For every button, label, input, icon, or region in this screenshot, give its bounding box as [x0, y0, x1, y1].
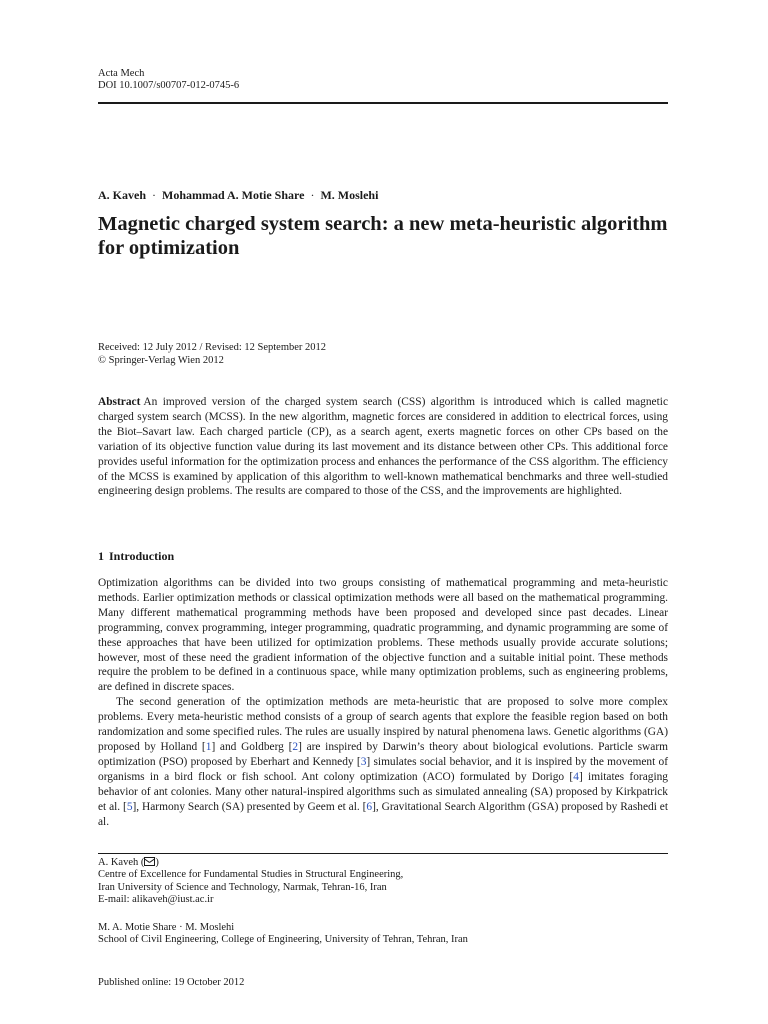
author-separator: ·	[310, 188, 315, 202]
publication-dates	[98, 341, 326, 367]
received-date: Received: 12 July 2012 / Revised: 12 September 2012	[98, 342, 327, 353]
published-online: Published online: 19 October 2012	[98, 977, 245, 988]
citation-link-3[interactable]: 3	[360, 755, 367, 768]
paper-title: Magnetic charged system search: a new meta-heuristic algorithm for optimization	[98, 213, 668, 259]
section-number: 1	[98, 549, 104, 563]
corresponding-author	[98, 857, 403, 869]
text-run: ] are inspired by Darwin’s theory about biological evolutions. Particle swarm optimization (PSO) proposed by Eberhart and Kennedy [	[98, 740, 668, 768]
journal-header	[98, 68, 239, 92]
journal-name: Acta Mech	[98, 68, 145, 79]
author-list	[98, 188, 378, 203]
text-run: ], Harmony Search (SA) presented by Geem et al. [	[132, 800, 367, 813]
citation-link-6[interactable]: 6	[366, 800, 373, 813]
affiliation-line: Iran University of Science and Technology, Narmak, Tehran-16, Iran	[98, 881, 387, 893]
text-run: ] imitates foraging behavior of ant colonies. Many other natural-inspired algorithms such as simulated annealing (SA) proposed by Kirkpatrick et al. [	[98, 770, 669, 813]
footnote-rule	[98, 853, 668, 854]
author-separator: ·	[152, 188, 156, 202]
author-name: A. Kaveh (	[98, 857, 145, 868]
author-2: Mohammad A. Motie Share	[162, 188, 305, 202]
envelope-icon	[144, 857, 155, 866]
copyright-line: © Springer-Verlag Wien 2012	[98, 355, 224, 366]
abstract-text: An improved version of the charged system search (CSS) algorithm is introduced which is called magnetic charged system search (MCSS). In the new algorithm, magnetic forces are considered in addition to electrical forces, using the Biot–Savart law. Each charged particle (CP), as a search agent, exerts magnetic forces on other CPs based on the variation of its objective function value during its last movement and its distance between other CPs. This additional force provides useful information for the optimization process and enhances the performance of the CSS algorithm. The efficiency of the MCSS is examined by application of this algorithm to well-known mathematical benchmarks and three well-studied engineering design problems. The results are compared to those of the CSS, and the improvements are highlighted.	[98, 396, 668, 498]
section-heading	[98, 549, 174, 564]
text-run: ], Gravitational Search Algorithm (GSA) proposed by Rashedi et al.	[98, 800, 668, 828]
text-run: ] and Goldberg [	[211, 740, 293, 753]
affiliation-line: School of Civil Engineering, College of Engineering, University of Tehran, Tehran, Iran	[98, 934, 468, 946]
intro-paragraph-1: Optimization algorithms can be divided into two groups consisting of mathematical programming and meta-heuristic methods. Earlier optimization methods or classical optimization methods were all based on the mathematical programming. Many different mathematical programming methods have been proposed and developed since past decades. Linear programming, convex programming, integer programming, quadratic programming, and dynamic programming are some of these approaches that have been utilized for optimization problems. These methods usually provide accurate solutions; however, most of these need the gradient information of the objective function and a suitable initial point. These methods require the problem to be defined in a continuous space, while many optimization problems, such as engineering problems, are defined in discrete spaces.	[98, 577, 668, 694]
intro-paragraph-2	[98, 695, 668, 829]
affiliation-line: Centre of Excellence for Fundamental Studies in Structural Engineering,	[98, 869, 404, 881]
text-run: ] simulates social behavior, and it is inspired by the movement of organisms in a bird flock or fish school. Ant colony optimization (ACO) formulated by Dorigo [	[98, 755, 668, 783]
affiliation-2	[98, 922, 468, 947]
author-names: M. A. Motie Share · M. Moslehi	[98, 922, 235, 933]
citation-link-5[interactable]: 5	[126, 800, 133, 813]
citation-link-1[interactable]: 1	[205, 740, 212, 753]
abstract	[98, 395, 668, 499]
section-title: Introduction	[109, 549, 175, 563]
affiliation-1	[98, 857, 403, 907]
author-1: A. Kaveh	[98, 188, 146, 202]
header-rule	[98, 102, 668, 104]
introduction-body	[98, 576, 668, 829]
text-run: The second generation of the optimization methods are meta-heuristic that are proposed to solve more complex problems. Every meta-heuristic method consists of a group of search agents that explore the feasible region based on both randomization and some specified rules. The rules are usually inspired by natural phenomena laws. Genetic algorithms (GA) proposed by Holland [	[98, 696, 668, 753]
author-email: E-mail: alikaveh@iust.ac.ir	[98, 894, 214, 906]
citation-link-2[interactable]: 2	[292, 740, 299, 753]
text-run: )	[155, 857, 159, 868]
citation-link-4[interactable]: 4	[573, 770, 579, 783]
journal-doi: DOI 10.1007/s00707-012-0745-6	[98, 80, 240, 91]
author-3: M. Moslehi	[320, 188, 379, 202]
abstract-label: Abstract	[98, 396, 141, 408]
